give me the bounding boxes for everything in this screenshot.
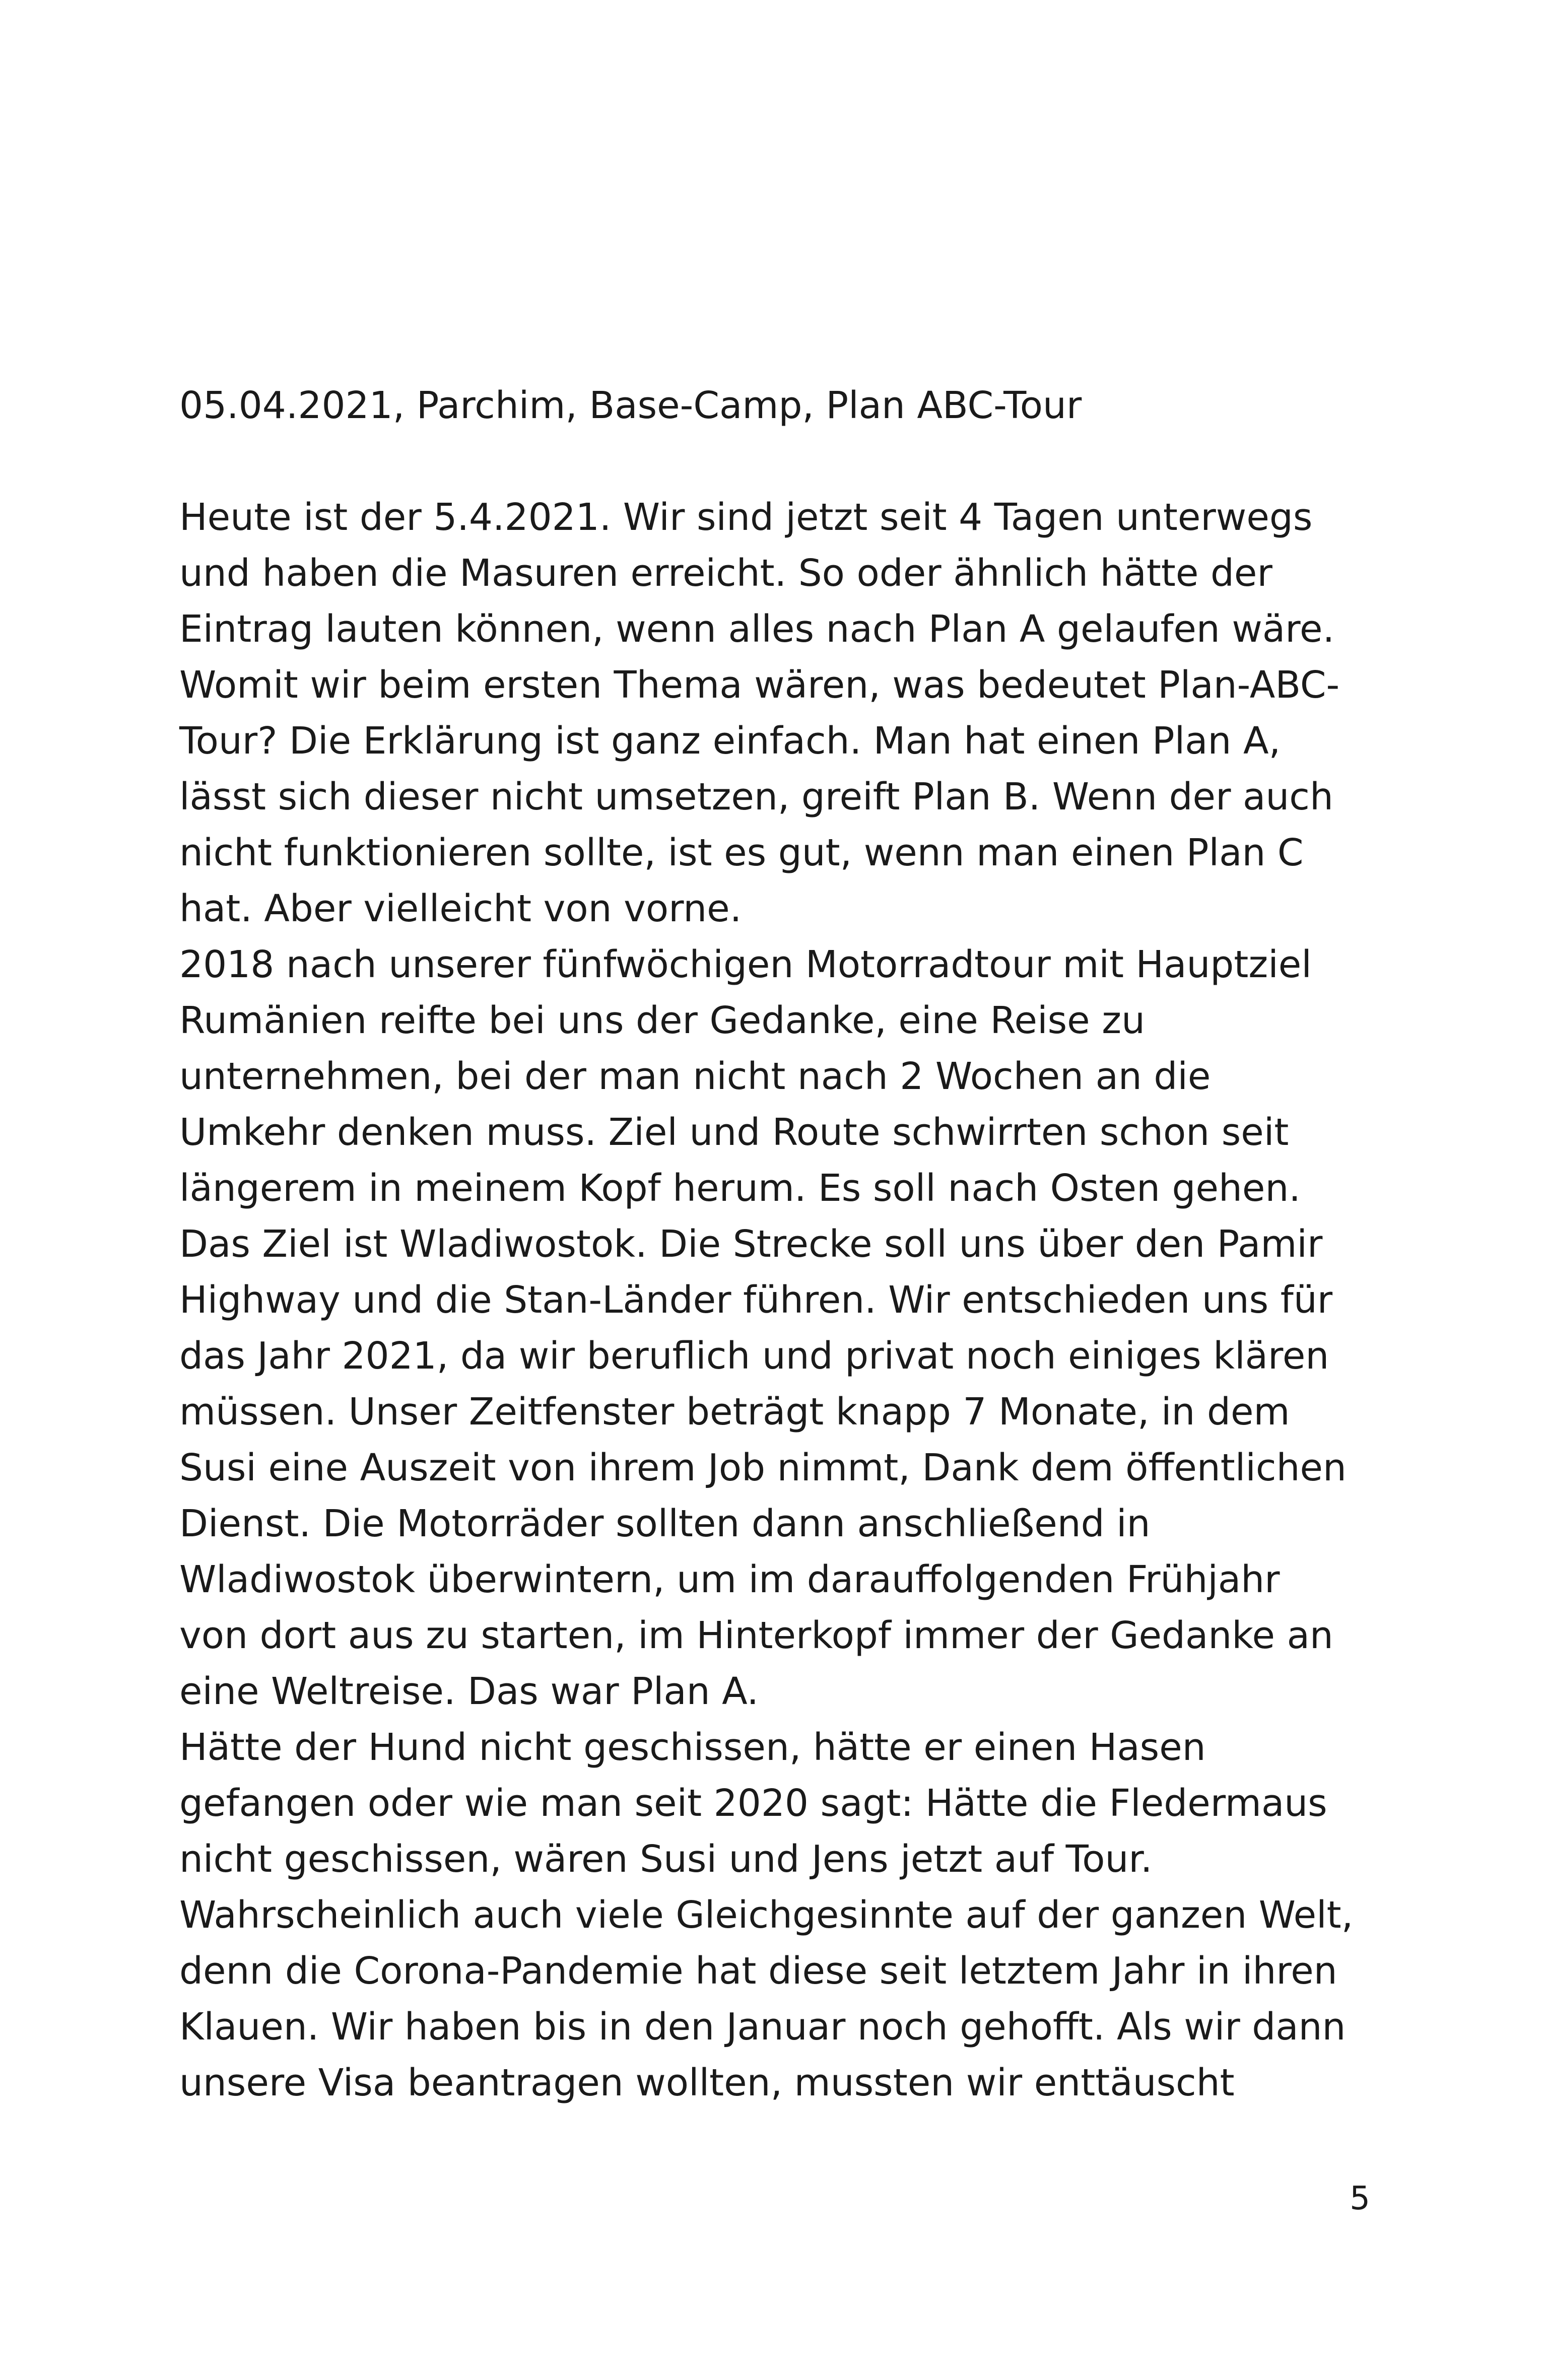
text-line: längerem in meinem Kopf herum. Es soll nach Osten gehen. <box>179 1167 1301 1210</box>
text-line: nicht funktionieren sollte, ist es gut, wenn man einen Plan C <box>179 831 1304 874</box>
text-line: Hätte der Hund nicht geschissen, hätte er einen Hasen <box>179 1726 1206 1769</box>
text-line: Rumänien reifte bei uns der Gedanke, eine Reise zu <box>179 999 1145 1042</box>
paragraph-3 <box>179 1720 1364 2111</box>
text-line: von dort aus zu starten, im Hinterkopf immer der Gedanke an <box>179 1614 1333 1657</box>
page-number: 5 <box>1350 2180 1370 2217</box>
text-line: Susi eine Auszeit von ihrem Job nimmt, Dank dem öffentlichen <box>179 1446 1347 1489</box>
text-line: Heute ist der 5.4.2021. Wir sind jetzt seit 4 Tagen unterwegs <box>179 496 1313 539</box>
page-content <box>179 378 1364 2111</box>
text-line: Eintrag lauten können, wenn alles nach Plan A gelaufen wäre. <box>179 607 1335 651</box>
text-line: unternehmen, bei der man nicht nach 2 Wochen an die <box>179 1055 1211 1098</box>
text-line: Wahrscheinlich auch viele Gleichgesinnte auf der ganzen Welt, <box>179 1893 1354 1937</box>
text-line: 2018 nach unserer fünfwöchigen Motorradtour mit Hauptziel <box>179 943 1312 986</box>
text-line: müssen. Unser Zeitfenster beträgt knapp 7 Monate, in dem <box>179 1390 1290 1434</box>
text-line: Wladiwostok überwintern, um im darauffolgenden Frühjahr <box>179 1558 1280 1601</box>
text-line: Tour? Die Erklärung ist ganz einfach. Man hat einen Plan A, <box>179 719 1281 763</box>
text-line: Umkehr denken muss. Ziel und Route schwirrten schon seit <box>179 1111 1289 1154</box>
paragraph-1 <box>179 490 1364 937</box>
paragraph-2 <box>179 937 1364 1720</box>
text-line: Das Ziel ist Wladiwostok. Die Strecke soll uns über den Pamir <box>179 1222 1323 1266</box>
text-line: Highway und die Stan-Länder führen. Wir entschieden uns für <box>179 1278 1333 1322</box>
text-line: denn die Corona-Pandemie hat diese seit letztem Jahr in ihren <box>179 1949 1337 1993</box>
heading-spacer <box>179 434 1364 490</box>
text-line: unsere Visa beantragen wollten, mussten wir enttäuscht <box>179 2061 1235 2104</box>
text-line: und haben die Masuren erreicht. So oder ähnlich hätte der <box>179 552 1272 595</box>
entry-heading: 05.04.2021, Parchim, Base-Camp, Plan ABC-Tour <box>179 384 1082 427</box>
text-line: Dienst. Die Motorräder sollten dann anschließend in <box>179 1502 1151 1545</box>
text-line: Womit wir beim ersten Thema wären, was bedeutet Plan-ABC- <box>179 663 1340 707</box>
text-line: das Jahr 2021, da wir beruflich und privat noch einiges klären <box>179 1334 1329 1378</box>
text-line: gefangen oder wie man seit 2020 sagt: Hätte die Fledermaus <box>179 1782 1327 1825</box>
text-line: lässt sich dieser nicht umsetzen, greift Plan B. Wenn der auch <box>179 775 1333 819</box>
text-line: Klauen. Wir haben bis in den Januar noch gehofft. Als wir dann <box>179 2005 1346 2049</box>
text-line: hat. Aber vielleicht von vorne. <box>179 887 742 930</box>
text-line: eine Weltreise. Das war Plan A. <box>179 1670 759 1713</box>
text-line: nicht geschissen, wären Susi und Jens jetzt auf Tour. <box>179 1838 1153 1881</box>
